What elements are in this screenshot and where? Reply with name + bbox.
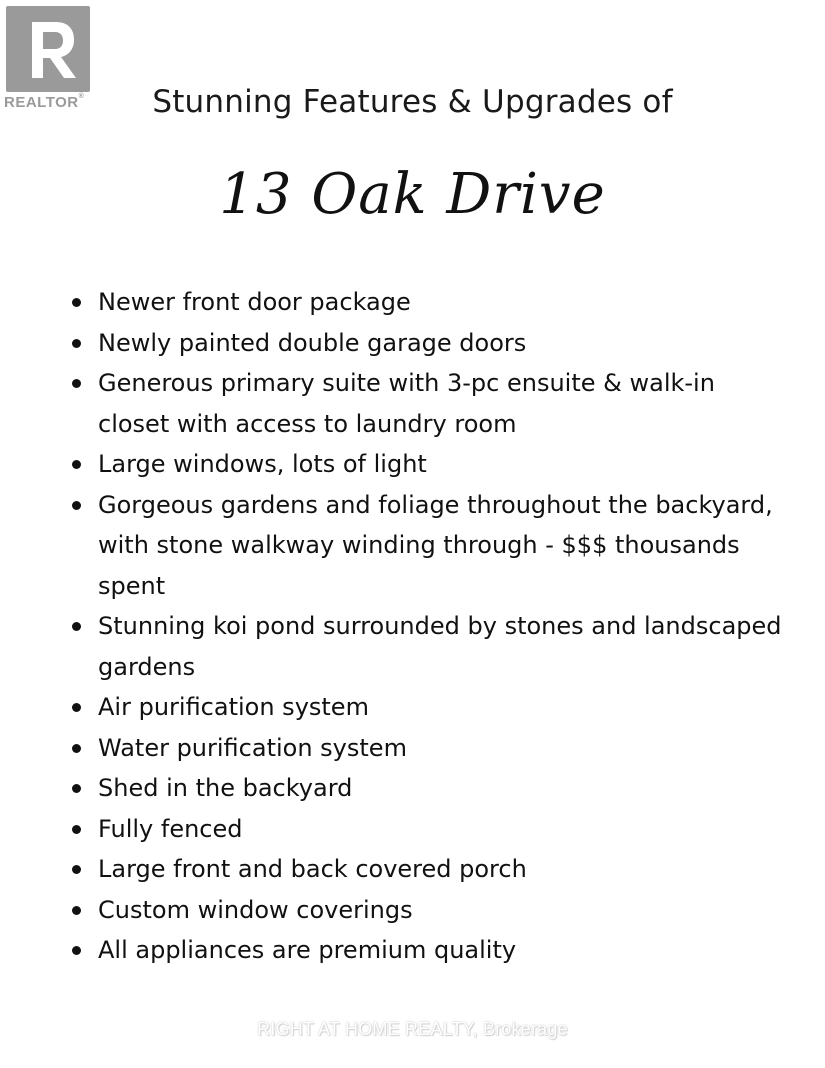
feature-item — [64, 606, 784, 687]
feature-item — [64, 890, 784, 931]
bullet-icon — [72, 784, 81, 793]
feature-item — [64, 485, 784, 607]
bullet-icon — [72, 744, 81, 753]
bullet-icon — [72, 460, 81, 469]
realtor-r-mark-icon — [6, 6, 90, 92]
feature-item — [64, 728, 784, 769]
feature-text: Newly painted double garage doors — [98, 328, 527, 357]
bullet-icon — [72, 865, 81, 874]
feature-text: Fully fenced — [98, 814, 243, 843]
brokerage-watermark: RIGHT AT HOME REALTY, Brokerage — [257, 1019, 568, 1039]
feature-item — [64, 768, 784, 809]
feature-text: Newer front door package — [98, 288, 411, 316]
bullet-icon — [72, 703, 81, 712]
page-subtitle: Stunning Features & Upgrades of — [152, 84, 673, 120]
feature-text: Stunning koi pond surrounded by stones and landscaped gardens — [98, 612, 782, 681]
feature-text: All appliances are premium quality — [98, 936, 517, 964]
bullet-icon — [72, 379, 81, 388]
feature-text: Gorgeous gardens and foliage throughout the backyard, with stone walkway winding through - $$$ thousands spent — [98, 490, 773, 600]
feature-item — [64, 849, 784, 890]
feature-item — [64, 282, 784, 323]
feature-text: Water purification system — [98, 733, 407, 762]
bullet-icon — [72, 906, 81, 915]
feature-item — [64, 444, 784, 485]
feature-item — [64, 323, 784, 364]
page-title: 13 Oak Drive — [219, 162, 606, 227]
feature-text: Air purification system — [98, 693, 369, 721]
feature-item — [64, 809, 784, 850]
bullet-icon — [72, 825, 81, 834]
feature-list — [64, 282, 784, 971]
feature-text: Large windows, lots of light — [98, 450, 427, 478]
bullet-icon — [72, 622, 81, 631]
feature-item — [64, 930, 784, 971]
feature-text: Custom window coverings — [98, 895, 413, 924]
bullet-icon — [72, 339, 81, 348]
feature-item — [64, 687, 784, 728]
feature-item — [64, 363, 784, 444]
bullet-icon — [72, 501, 81, 510]
bullet-icon — [72, 946, 81, 955]
feature-text: Generous primary suite with 3-pc ensuite & walk-in closet with access to laundry room — [98, 369, 715, 438]
feature-text: Large front and back covered porch — [98, 855, 527, 883]
realtor-wordmark: REALTOR® — [4, 93, 85, 111]
bullet-icon — [72, 298, 81, 307]
feature-text: Shed in the backyard — [98, 774, 353, 802]
